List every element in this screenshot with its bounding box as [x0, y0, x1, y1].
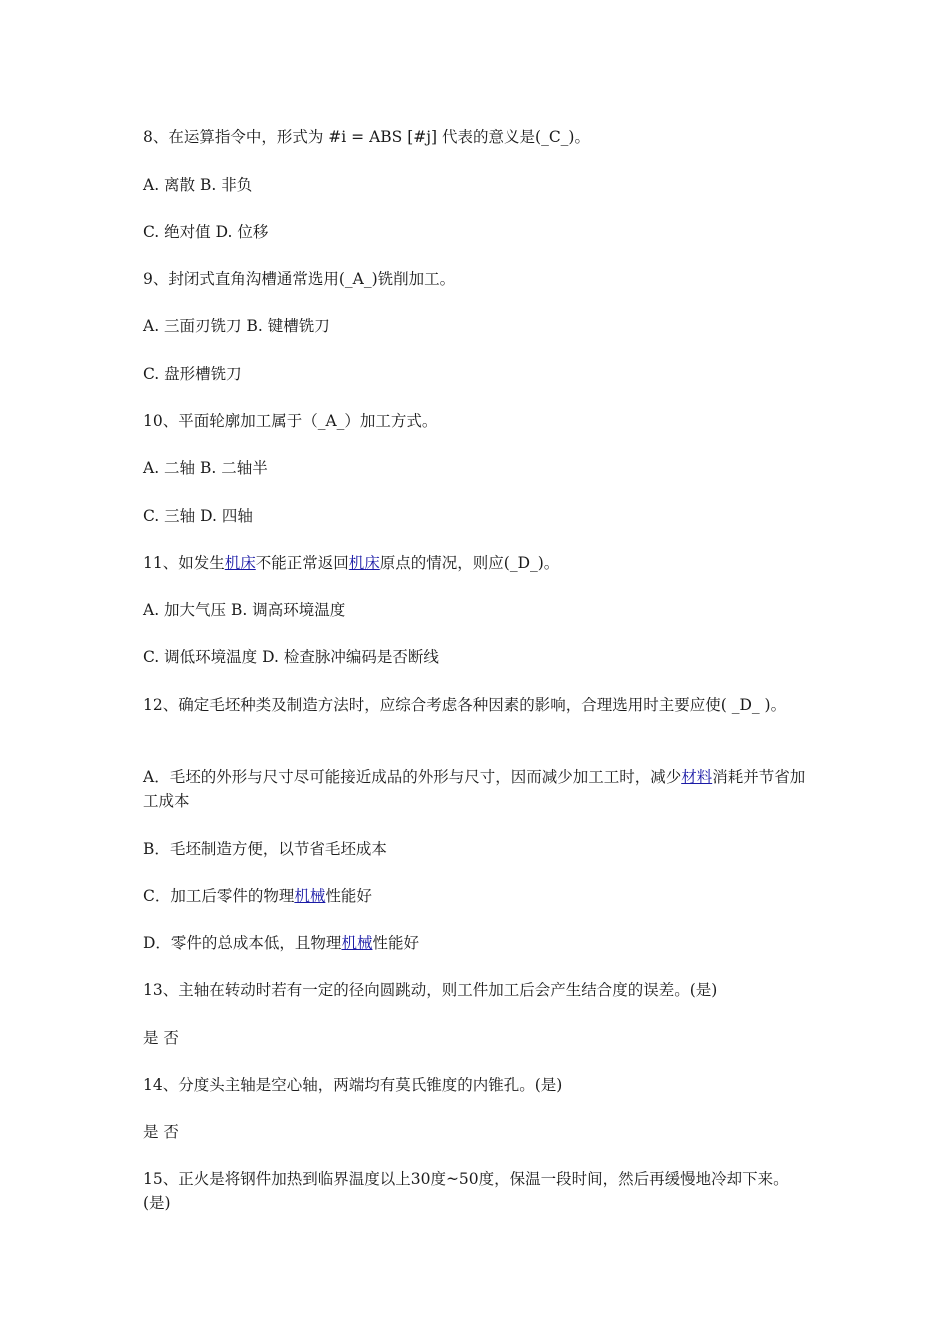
question-11-options-ab: A. 加大气压 B. 调高环境温度: [143, 601, 346, 619]
question-14-options: 是 否: [143, 1123, 179, 1141]
material-link[interactable]: 材料: [681, 768, 713, 786]
question-9-options-ab: A. 三面刃铣刀 B. 键槽铣刀: [143, 317, 330, 335]
question-10: 10、平面轮廓加工属于（_A_）加工方式。: [143, 412, 438, 430]
question-11-text-3: 原点的情况，则应(_D_)。: [379, 554, 560, 572]
question-12-option-a-text-2: 消耗并节省加工成本: [143, 768, 806, 810]
question-11-text-1: 11、如发生: [143, 554, 225, 572]
machinery-link-2[interactable]: 机械: [341, 934, 373, 952]
question-11-options-cd: C. 调低环境温度 D. 检查脉冲编码是否断线: [143, 648, 439, 666]
question-12-option-a: [143, 765, 813, 813]
question-12-option-c: [143, 884, 813, 908]
question-15: 15、正火是将钢件加热到临界温度以上30度~50度，保温一段时间，然后再缓慢地冷却下来。 (是): [143, 1170, 789, 1212]
machinery-link-1[interactable]: 机械: [294, 887, 326, 905]
question-12-option-d-text-1: D．零件的总成本低，且物理: [143, 934, 342, 952]
question-12: 12、确定毛坯种类及制造方法时，应综合考虑各种因素的影响，合理选用时主要应使( _D_ )。: [143, 696, 787, 714]
question-10-options-cd: C. 三轴 D. 四轴: [143, 507, 253, 525]
question-12-option-a-text-1: A．毛坯的外形与尺寸尽可能接近成品的外形与尺寸，因而减少加工工时，减少: [143, 768, 682, 786]
question-11-text-2: 不能正常返回: [255, 554, 349, 572]
question-8-options-ab: A. 离散 B. 非负: [143, 176, 253, 194]
question-12-option-d: [143, 931, 813, 955]
question-12-option-b: B．毛坯制造方便，以节省毛坯成本: [143, 840, 387, 858]
question-10-options-ab: A. 二轴 B. 二轴半: [143, 459, 268, 477]
machine-tool-link-2[interactable]: 机床: [348, 554, 380, 572]
question-12-option-c-text-2: 性能好: [325, 887, 372, 905]
question-11: [143, 551, 813, 575]
question-13: 13、主轴在转动时若有一定的径向圆跳动，则工件加工后会产生结合度的误差。(是): [143, 981, 718, 999]
machine-tool-link-1[interactable]: 机床: [224, 554, 256, 572]
question-9: 9、封闭式直角沟槽通常选用(_A_)铣削加工。: [143, 270, 456, 288]
question-13-options: 是 否: [143, 1029, 179, 1047]
question-14: 14、分度头主轴是空心轴，两端均有莫氏锥度的内锥孔。(是): [143, 1076, 563, 1094]
question-9-option-c: C. 盘形槽铣刀: [143, 365, 242, 383]
question-12-option-c-text-1: C．加工后零件的物理: [143, 887, 295, 905]
question-8-options-cd: C. 绝对值 D. 位移: [143, 223, 269, 241]
question-8: 8、在运算指令中，形式为 #i = ABS [#j] 代表的意义是(_C_)。: [143, 128, 590, 146]
question-12-option-d-text-2: 性能好: [372, 934, 419, 952]
